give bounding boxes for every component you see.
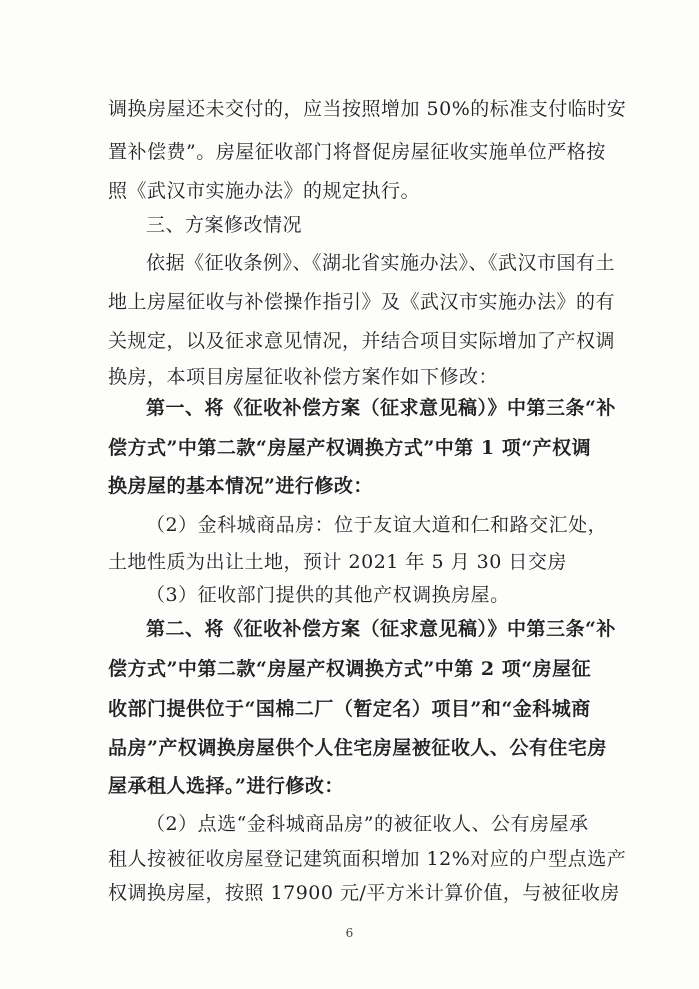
body-line: 关规定，以及征求意见情况，并结合项目实际增加了产权调 bbox=[108, 330, 616, 352]
bold-amendment-line: 收部门提供位于“国棉二厂（暂定名）项目”和“金科城商 bbox=[108, 698, 591, 720]
body-line: 依据《征收条例》、《湖北省实施办法》、《武汉市国有土 bbox=[146, 252, 616, 274]
body-line: 土地性质为出让土地，预计 2021 年 5 月 30 日交房 bbox=[108, 551, 567, 573]
bold-amendment-line: 屋承租人选择。”进行修改： bbox=[108, 775, 344, 797]
body-line: 换房，本项目房屋征收补偿方案作如下修改： bbox=[108, 366, 499, 388]
body-line: 调换房屋还未交付的，应当按照增加 50%的标准支付临时安 bbox=[108, 98, 627, 120]
body-line: 地上房屋征收与补偿操作指引》及《武汉市实施办法》的有 bbox=[108, 291, 616, 313]
bold-amendment-line: 第二、将《征收补偿方案（征求意见稿）》中第三条“补 bbox=[146, 618, 616, 640]
body-line: 置补偿费”。房屋征收部门将督促房屋征收实施单位严格按 bbox=[108, 141, 606, 163]
body-line: 权调换房屋，按照 17900 元/平方米计算价值，与被征收房 bbox=[108, 882, 620, 904]
body-line: （2）金科城商品房：位于友谊大道和仁和路交汇处， bbox=[146, 514, 608, 536]
bold-amendment-line: 偿方式”中第二款“房屋产权调换方式”中第 2 项“房屋征 bbox=[108, 658, 592, 680]
bold-amendment-line: 偿方式”中第二款“房屋产权调换方式”中第 1 项“产权调 bbox=[108, 437, 592, 459]
body-line: （3）征收部门提供的其他产权调换房屋。 bbox=[146, 584, 510, 606]
page-number: 6 bbox=[345, 926, 354, 940]
body-line: 租人按被征收房屋登记建筑面积增加 12%对应的户型点选产 bbox=[108, 848, 627, 870]
bold-amendment-line: 第一、将《征收补偿方案（征求意见稿）》中第三条“补 bbox=[146, 397, 616, 419]
body-line: （2）点选“金科城商品房”的被征收人、公有房屋承 bbox=[146, 813, 589, 835]
section-heading: 三、方案修改情况 bbox=[146, 214, 303, 236]
body-line: 照《武汉市实施办法》的规定执行。 bbox=[108, 180, 421, 202]
bold-amendment-line: 品房”产权调换房屋供个人住宅房屋被征收人、公有住宅房 bbox=[108, 737, 607, 759]
bold-amendment-line: 换房屋的基本情况”进行修改： bbox=[108, 475, 373, 497]
